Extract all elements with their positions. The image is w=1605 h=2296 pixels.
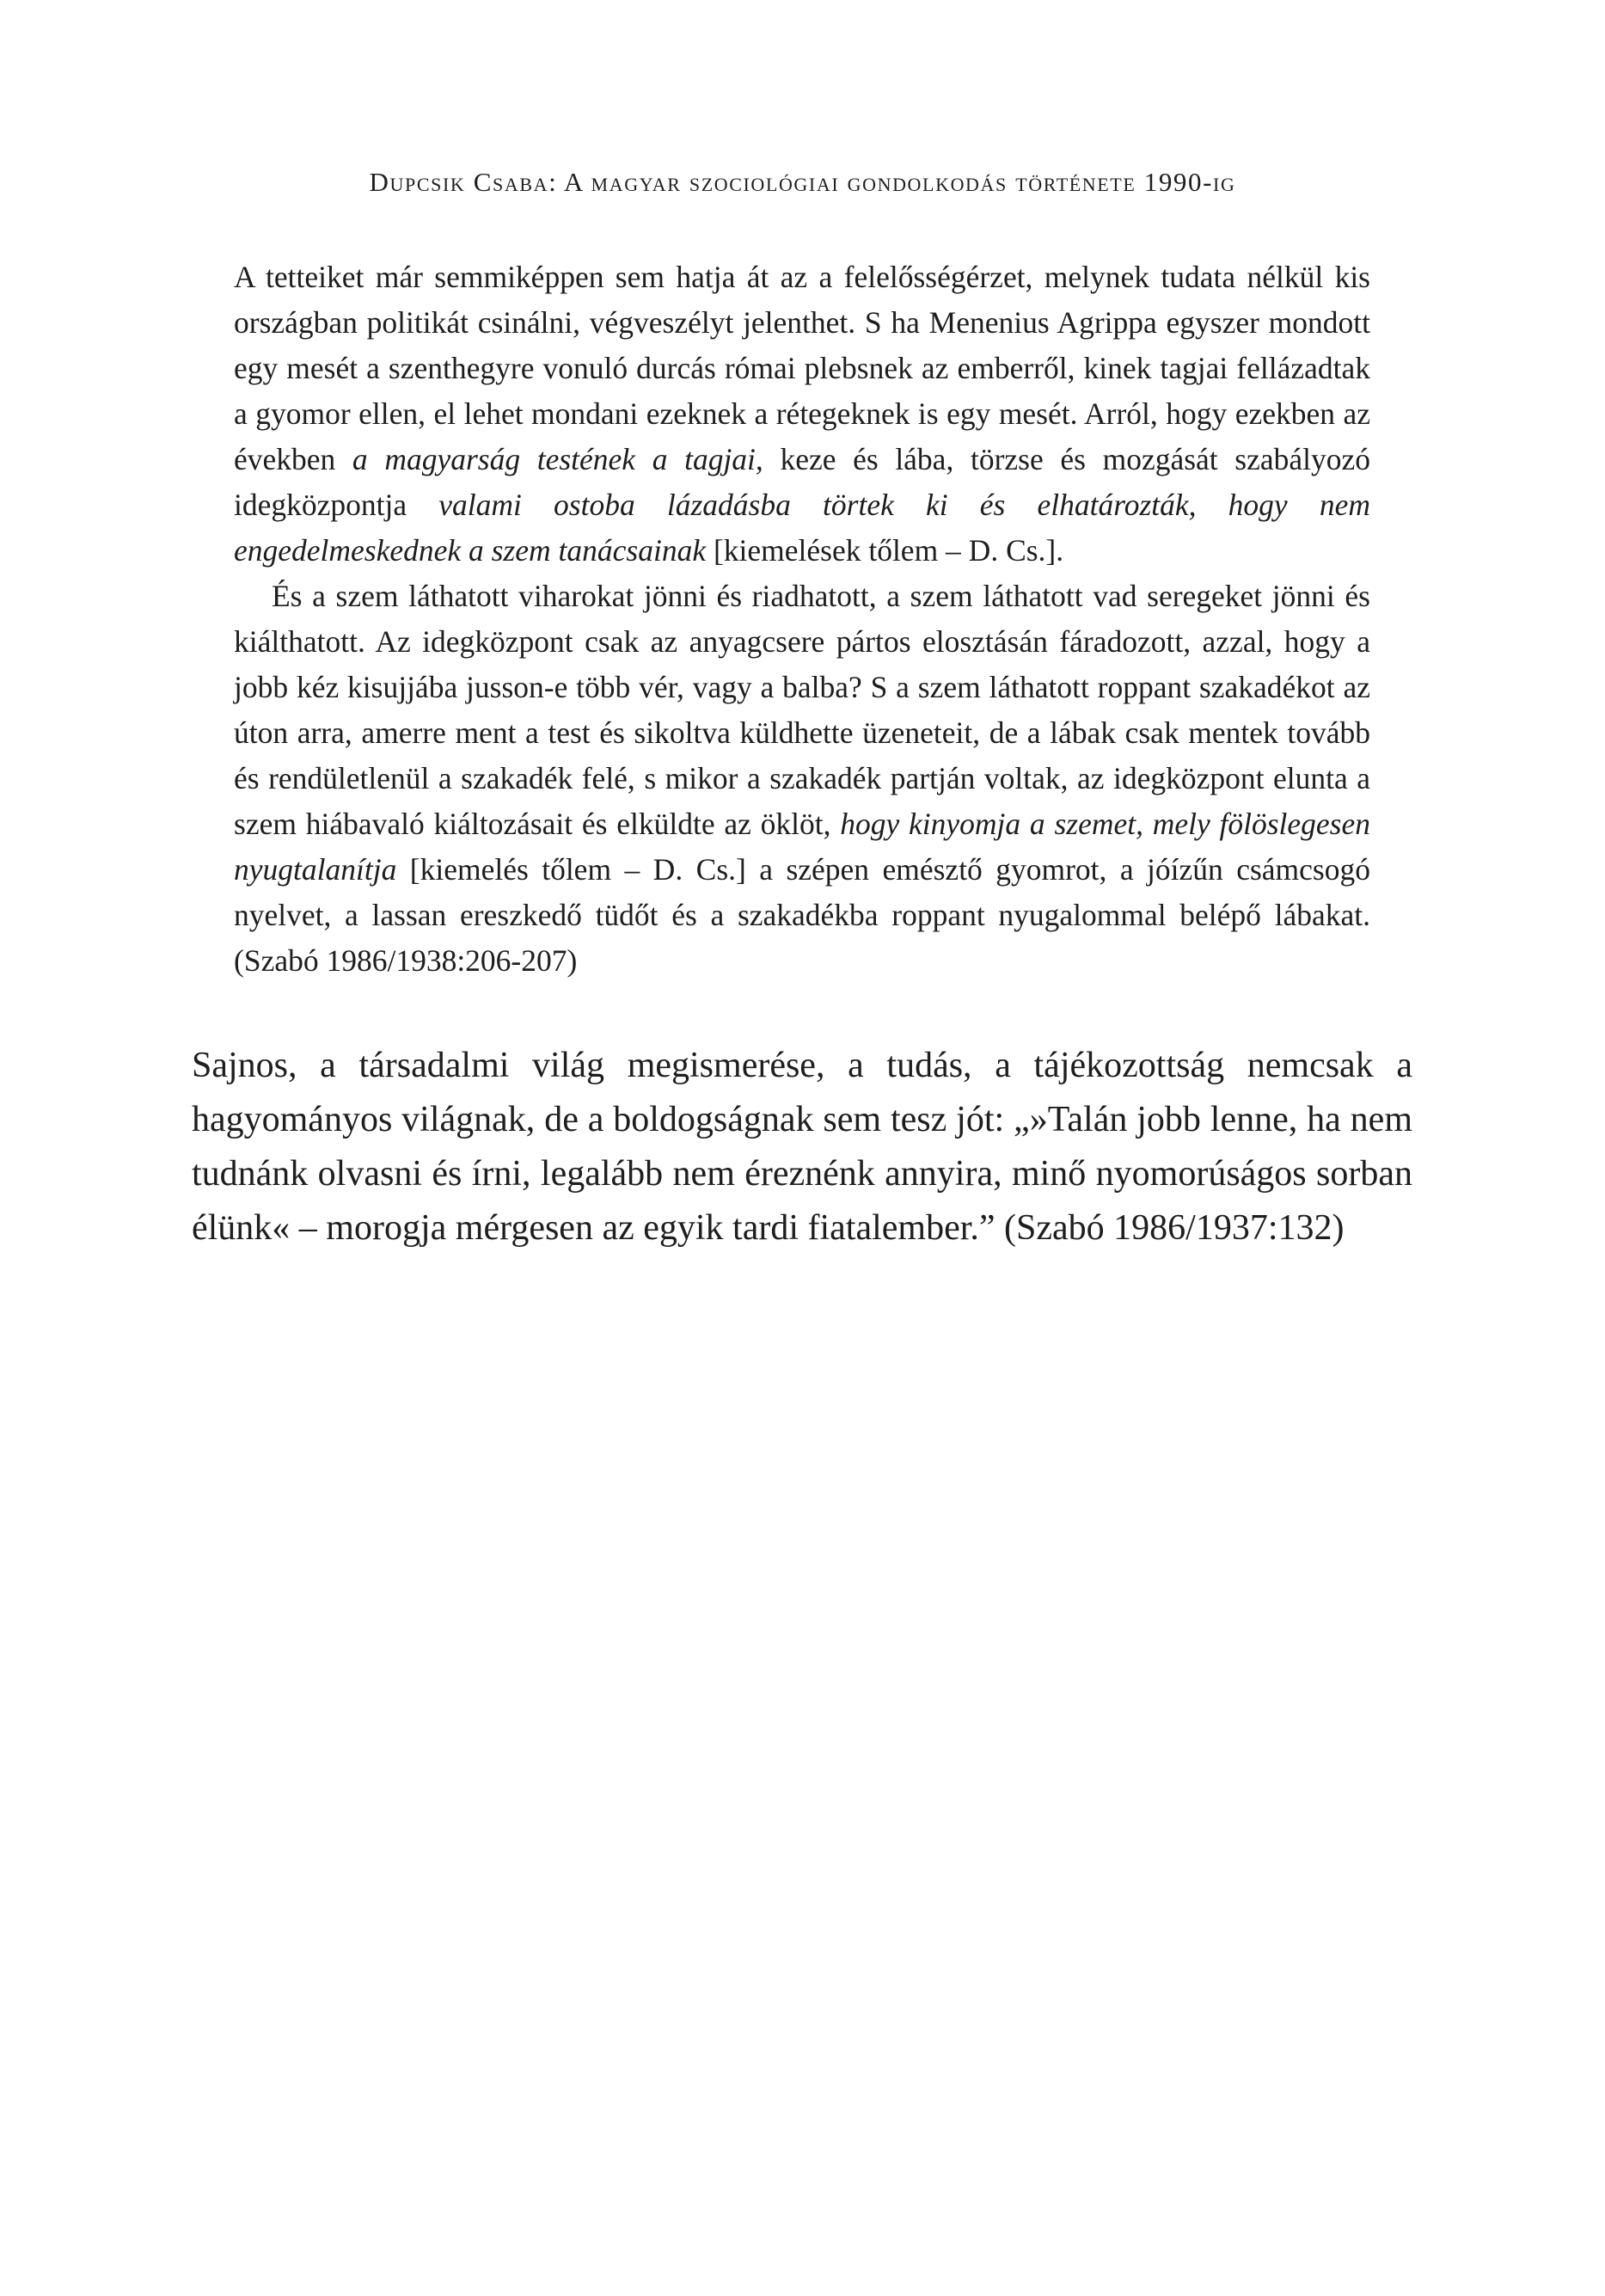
quote-text: keze és lába, törzse és mozgását szabályozó idegközpontja [234, 442, 1370, 522]
block-quote [234, 255, 1370, 984]
body-paragraph: Sajnos, a társadalmi világ megismerése, a tudás, a tájékozottság nemcsak a hagyományos világnak, de a boldogságnak sem tesz jót: „»Talán jobb lenne, ha nem tudnánk olvasni és írni, legalább nem éreznénk annyira, minő nyomorúságos sorban élünk« – morogja mérgesen az egyik tardi fiatalember.” (Szabó 1986/1937:132) [192, 1046, 1412, 1248]
quote-emphasis: a magyarság testének a tagjai, [352, 442, 763, 476]
running-head: Dupcsik Csaba: A magyar szociológiai gondolkodás története 1990-ig [369, 167, 1236, 197]
quote-text: És a szem láthatott viharokat jönni és riadhatott, a szem láthatott vad seregeket jönni és kiálthatott. Az idegközpont csak az anyagcsere pártos elosztásán fáradozott, azzal, hogy a jobb kéz kisujjába jusson-e több vér, vagy a balba? S a szem láthatott roppant szakadékot az úton arra, amerre ment a test és sikoltva küldhette üzeneteit, de a lábak csak mentek tovább és rendületlenül a szakadék felé, s mikor a szakadék partján voltak, az idegközpont elunta a szem hiábavaló kiáltozásait és elküldte az öklöt, [234, 579, 1370, 841]
quote-text: A tetteiket már semmiképpen sem hatja át az a felelősségérzet, melynek tudata nélkül kis országban politikát csinálni, végveszélyt jelenthet. S ha Menenius Agrippa egyszer mondott egy mesét a szenthegyre vonuló durcás római plebsnek az emberről, kinek tagjai fellázadtak a gyomor ellen, el lehet mondani ezeknek a rétegeknek is egy mesét. Arról, hogy ezekben az években [234, 260, 1370, 476]
quote-emphasis: hogy kinyomja a szemet, mely fölöslegesen nyugtalanítja [234, 807, 1371, 887]
quote-paragraph-1 [234, 255, 1370, 574]
quote-text: [kiemelés tőlem – D. Cs.] a szépen emésztő gyomrot, a jóízűn csámcsogó nyelvet, a lassan ereszkedő tüdőt és a szakadékba roppant nyugalommal belépő lábakat. (Szabó 1986/1938:206-207) [234, 852, 1370, 978]
quote-emphasis: valami ostoba lázadásba törtek ki és elhatározták, hogy nem engedelmeskednek a szem tanácsainak [234, 488, 1370, 568]
quote-text: [kiemelések tőlem – D. Cs.]. [706, 533, 1064, 568]
quote-paragraph-2 [234, 574, 1370, 984]
main-text [192, 1039, 1412, 1255]
